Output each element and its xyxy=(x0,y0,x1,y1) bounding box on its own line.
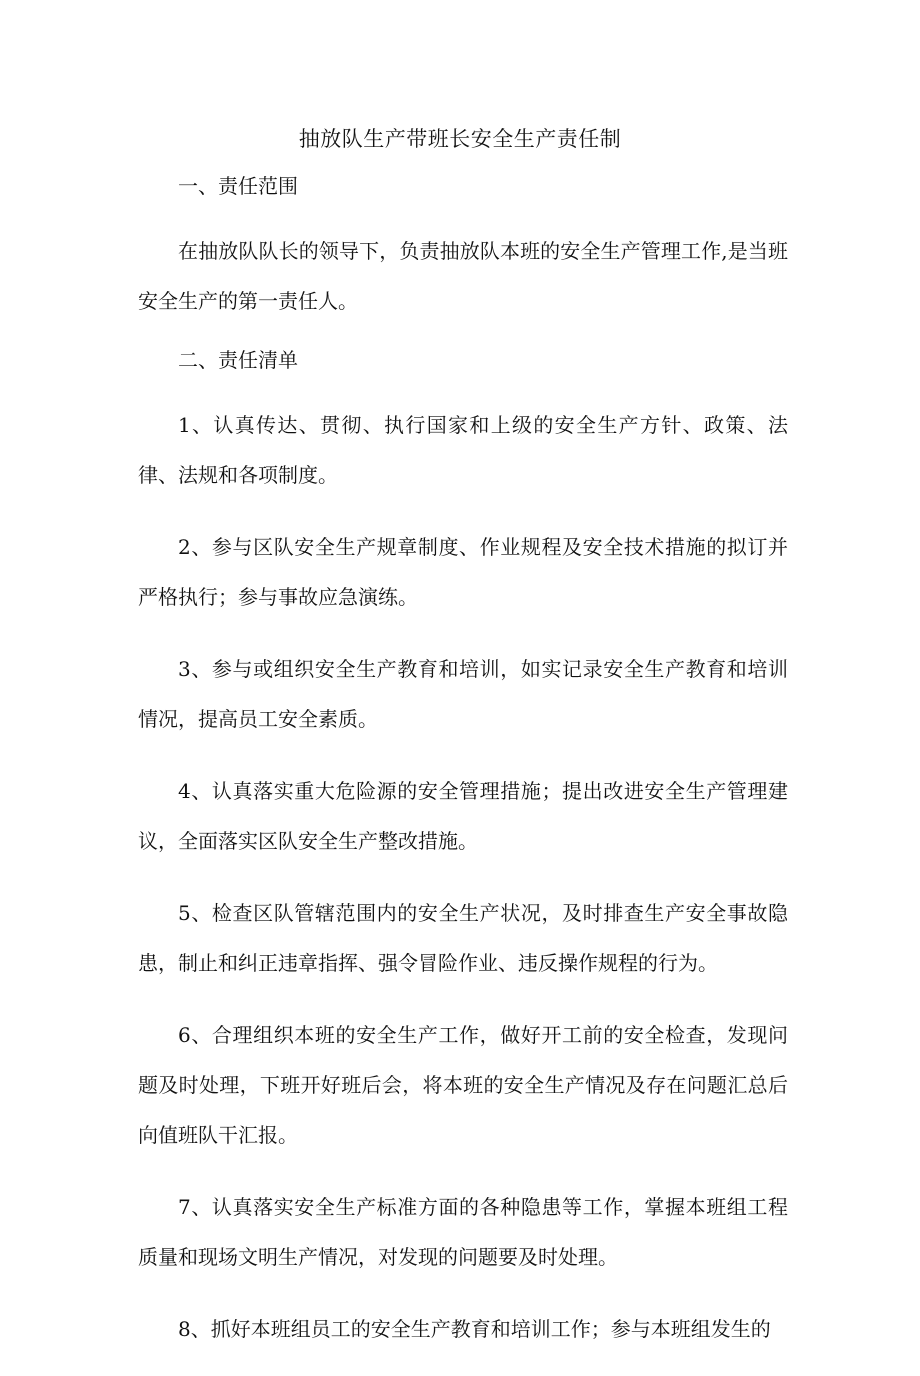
document-body xyxy=(138,168,788,1376)
list-item: 6、合理组织本班的安全生产工作，做好开工前的安全检查，发现问题及时处理，下班开好班后会，将本班的安全生产情况及存在问题汇总后向值班队干汇报。 xyxy=(138,1023,788,1147)
list-item: 7、认真落实安全生产标准方面的各种隐患等工作，掌握本班组工程质量和现场文明生产情况，对发现的问题要及时处理。 xyxy=(138,1195,788,1269)
section-heading-list: 二、责任清单 xyxy=(178,348,298,372)
section-heading-scope: 一、责任范围 xyxy=(178,174,298,198)
list-item: 1、认真传达、贯彻、执行国家和上级的安全生产方针、政策、法律、法规和各项制度。 xyxy=(138,413,788,487)
list-item: 5、检查区队管辖范围内的安全生产状况，及时排查生产安全事故隐患，制止和纠正违章指挥、强令冒险作业、违反操作规程的行为。 xyxy=(138,901,788,975)
list-item: 3、参与或组织安全生产教育和培训，如实记录安全生产教育和培训情况，提高员工安全素质。 xyxy=(138,657,788,731)
list-item: 2、参与区队安全生产规章制度、作业规程及安全技术措施的拟订并严格执行；参与事故应急演练。 xyxy=(138,535,788,609)
scope-paragraph: 在抽放队队长的领导下，负责抽放队本班的安全生产管理工作,是当班安全生产的第一责任人。 xyxy=(138,239,788,313)
document-title: 抽放队生产带班长安全生产责任制 xyxy=(298,127,622,151)
list-item: 8、抓好本班组员工的安全生产教育和培训工作；参与本班组发生的 xyxy=(178,1317,771,1341)
list-item: 4、认真落实重大危险源的安全管理措施；提出改进安全生产管理建议，全面落实区队安全生产整改措施。 xyxy=(138,779,788,853)
